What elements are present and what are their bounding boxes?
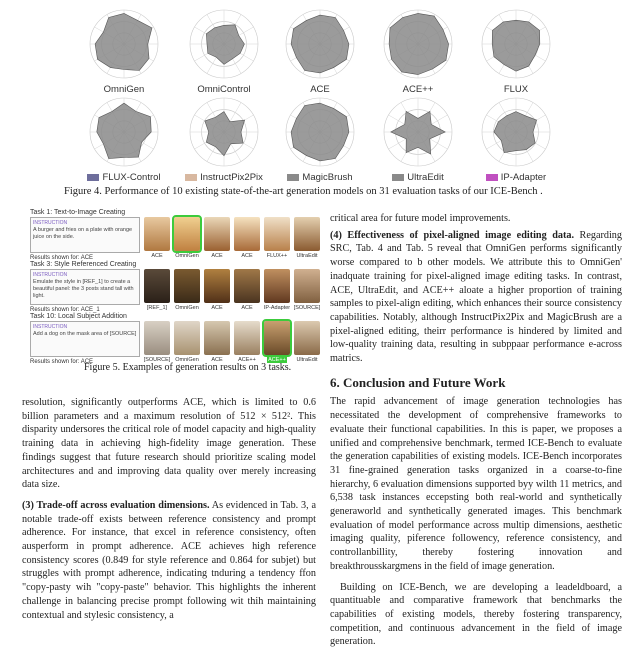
thumb-label: ACE — [211, 253, 223, 259]
result-image-highlighted — [264, 321, 290, 355]
radar-ultraedit — [372, 92, 464, 184]
results-shown-for: Results shown for: ACE — [30, 359, 94, 365]
radar-chart-ace — [280, 4, 360, 84]
result-image — [234, 269, 260, 303]
section-title: 6. Conclusion and Future Work — [330, 374, 506, 390]
result-image — [204, 321, 230, 355]
radar-omnicontrol — [178, 4, 270, 96]
instruction-label: INSTRUCTION — [33, 272, 68, 278]
right-column — [330, 212, 622, 649]
task-title: Task 10: Local Subject Addition — [30, 313, 127, 320]
result-image — [234, 321, 260, 355]
thumb-label: [SOURCE] — [143, 357, 171, 363]
task-block-3 — [30, 260, 321, 313]
legend-label: MagicBrush — [302, 172, 353, 183]
radar-chart-magicbrush — [280, 92, 360, 172]
radar-flux — [470, 4, 562, 96]
radar-instructpix2pix — [178, 92, 270, 184]
radar-ip-adapter — [470, 92, 562, 184]
legend-swatch — [287, 174, 299, 181]
radar-ace — [274, 4, 366, 96]
result-image — [204, 269, 230, 303]
result-image — [294, 321, 320, 355]
result-image — [264, 217, 290, 251]
left-column — [22, 396, 316, 622]
thumb-label: ACE — [241, 305, 253, 311]
instruction-text: A burger and fries on a plate with orange juice on the side. — [33, 227, 133, 240]
thumb-label: OmniGen — [175, 253, 199, 259]
task-title: Task 1: Text-to-Image Creating — [30, 209, 126, 216]
radar-label: OmniControl — [197, 84, 251, 95]
radar-label: OmniGen — [103, 84, 145, 95]
paragraph: Building on ICE-Bench, we are developing a leadeldboard, a quantituable and comparative framework that benchmarks the capabilities of existing models, thereby fostering transparency, competition, and continuous advancement in the field of image generation. — [330, 581, 622, 648]
result-image — [174, 321, 200, 355]
thumb-label: OmniGen — [175, 305, 199, 311]
result-image — [144, 269, 170, 303]
radar-row-1 — [0, 4, 640, 100]
radar-omnigen — [78, 4, 170, 96]
legend-swatch — [87, 174, 99, 181]
instruction-label: INSTRUCTION — [33, 220, 68, 226]
figure-5-panel — [30, 208, 321, 365]
radar-label: ACE — [310, 84, 330, 95]
result-image — [264, 269, 290, 303]
paragraph: critical area for future model improvements. — [330, 213, 511, 224]
radar-label: ACE++ — [402, 84, 434, 95]
radar-polygon — [206, 25, 244, 65]
thumb-label: ACE — [151, 253, 163, 259]
thumb-label: UltraEdit — [296, 253, 318, 259]
legend-swatch — [392, 174, 404, 181]
instruction-text: Add a dog on the mask area of [SOURCE] — [33, 331, 137, 337]
thumb-label: ACE — [211, 305, 223, 311]
subsection-heading: (4) Effectiveness of pixel-aligned image editing data. — [330, 229, 575, 241]
result-image — [294, 269, 320, 303]
thumb-label: OmniGen — [175, 357, 199, 363]
result-image — [294, 217, 320, 251]
legend-item — [178, 172, 270, 184]
legend-item — [274, 172, 366, 184]
thumb-label: ACE — [211, 357, 223, 363]
subsection-heading: (3) Trade-off across evaluation dimensions. — [22, 499, 210, 511]
paragraph — [330, 229, 622, 366]
radar-chart-flux — [476, 4, 556, 84]
radar-chart-ip-adapter — [476, 92, 556, 172]
legend-swatch — [185, 174, 197, 181]
instruction-box — [30, 269, 140, 305]
paragraph — [22, 499, 316, 622]
legend-label: IP-Adapter — [500, 172, 547, 183]
result-image — [234, 217, 260, 251]
task-block-10 — [30, 312, 320, 365]
radar-chart-instructpix2pix — [184, 92, 264, 172]
figure-4-caption: Figure 4. Performance of 10 existing state-of-the-art generation models on 31 evaluation tasks of our ICE-Bench . — [64, 186, 543, 197]
radar-chart-acepp — [378, 4, 458, 84]
radar-magicbrush — [274, 92, 366, 184]
radar-polygon — [492, 20, 540, 71]
results-shown-for: Results shown for: ACE_1 — [30, 307, 100, 313]
paragraph: The rapid advancement of image generation technologies has necessitated the development of comprehensive frameworks to evaluate their functional capabilities. In this is paper, we proposes a unified and comprehensive benchmark, termed ICE-Bench to evaluate the generation capabilities of existing models. ICE-Bench incorporates 31 fine-grained generation tasks organized in a coarse-to-fine hierarchy, 6 evaluation dimensions supported byy wilth 11 metrics, and 6,538 task instances eccepsting both real-world and synthetically generaworld and synthetically generated images. This benchmark evaluation of model performance across multip dimensions, aesthetic imaging quality, piference followency, reference consistency, and controllanbillity, thereby fostering innovation and breakthrousskargmens in the field of image generation. — [330, 396, 622, 572]
radar-chart-flux-control — [84, 92, 164, 172]
result-image-highlighted — [174, 217, 200, 251]
thumb-label: UltraEdit — [296, 357, 318, 363]
instruction-box — [30, 321, 140, 357]
radar-polygon — [494, 112, 537, 153]
highlighted-label: ACE++ — [268, 357, 286, 363]
paragraph-text: As evidenced in Tab. 3, a notable trade-off exists between reference consistency and prompt adherence. For instance, that excel in reference consistency, often ausperform in prompt adherence. ACE achieves high reference consistency scores (0.849 for style reference and 0.864 for subjet) but struggles with prompt adherence, indicating tnduring a tendency ffon "copy-pasty wih "copy-paste" behavior. This highlights the inherent challenge in balancing precise prompt following wit thih maintaining contextual and stylesic consistency, a — [22, 499, 316, 621]
result-image — [174, 269, 200, 303]
legend-label: UltraEdit — [407, 172, 444, 183]
radar-polygon — [95, 13, 152, 70]
radar-row-2 — [0, 92, 640, 188]
thumb-label: [SOURCE] — [293, 305, 321, 311]
legend-swatch — [486, 174, 498, 181]
radar-label: FLUX — [503, 84, 529, 95]
radar-chart-ultraedit — [378, 92, 458, 172]
thumb-label: [REF_1] — [146, 305, 168, 311]
thumb-label: ACE — [241, 253, 253, 259]
paragraph: resolution, significantly outperforms ACE, which is limited to 0.6 billion parameters and a maximum resolution of 512 × 512². This disparity undersores the critical role of model capacity and high-quality training data in achieving high-fidelity image generation. These findings suggest that future research should prioritize scaling model architectures and and improving data quality over merely increasing data size. — [22, 397, 316, 491]
legend-label: InstructPix2Pix — [200, 172, 263, 183]
radar-chart-omnicontrol — [184, 4, 264, 84]
legend-item — [372, 172, 464, 184]
radar-polygon — [291, 103, 349, 161]
radar-acepp — [372, 4, 464, 96]
result-image — [204, 217, 230, 251]
radar-polygon — [291, 15, 349, 73]
legend-item — [78, 172, 170, 184]
result-image — [144, 321, 170, 355]
legend-label: FLUX-Control — [102, 172, 161, 183]
thumb-label: FLUX++ — [266, 253, 288, 259]
instruction-text: Emulate the style in [REF_1] to create a beautiful panel: the 3 posts stand tall with light. — [33, 279, 134, 299]
result-image — [144, 217, 170, 251]
paragraph-text: Regarding SRC, Tab. 4 and Tab. 5 reveal that OmniGen performs significantly worse compared to b other models. We attribute this to OmniGen' inadquate training for pixel-aligned image editing tasks. In contrast, ACE, UltraEdit, and ACE++ aloate a higher proportion of training samples to pixel-align editing, which enhances their source consistency capabilities. Notably, although InstructPix2Pix and MagicBrush are a pixel-aligned editing, theirr performance is hindered by limited and low-quality training data, resulting in subppaar performance e-across matrics. — [330, 229, 622, 365]
radar-flux-control — [78, 92, 170, 184]
results-shown-for: Results shown for: ACE — [30, 255, 94, 261]
thumb-label: ACE++ — [238, 357, 256, 363]
instruction-box — [30, 217, 140, 253]
task-block-1 — [30, 208, 320, 261]
radar-chart-omnigen — [84, 4, 164, 84]
thumb-label: IP-Adapter — [263, 305, 291, 311]
radar-polygon — [389, 13, 449, 74]
task-title: Task 3: Style Referenced Creating — [30, 261, 137, 268]
instruction-label: INSTRUCTION — [33, 324, 68, 330]
figure-5-caption: Figure 5. Examples of generation results on 3 tasks. — [84, 362, 292, 373]
radar-polygon — [97, 103, 151, 158]
legend-item — [470, 172, 562, 184]
